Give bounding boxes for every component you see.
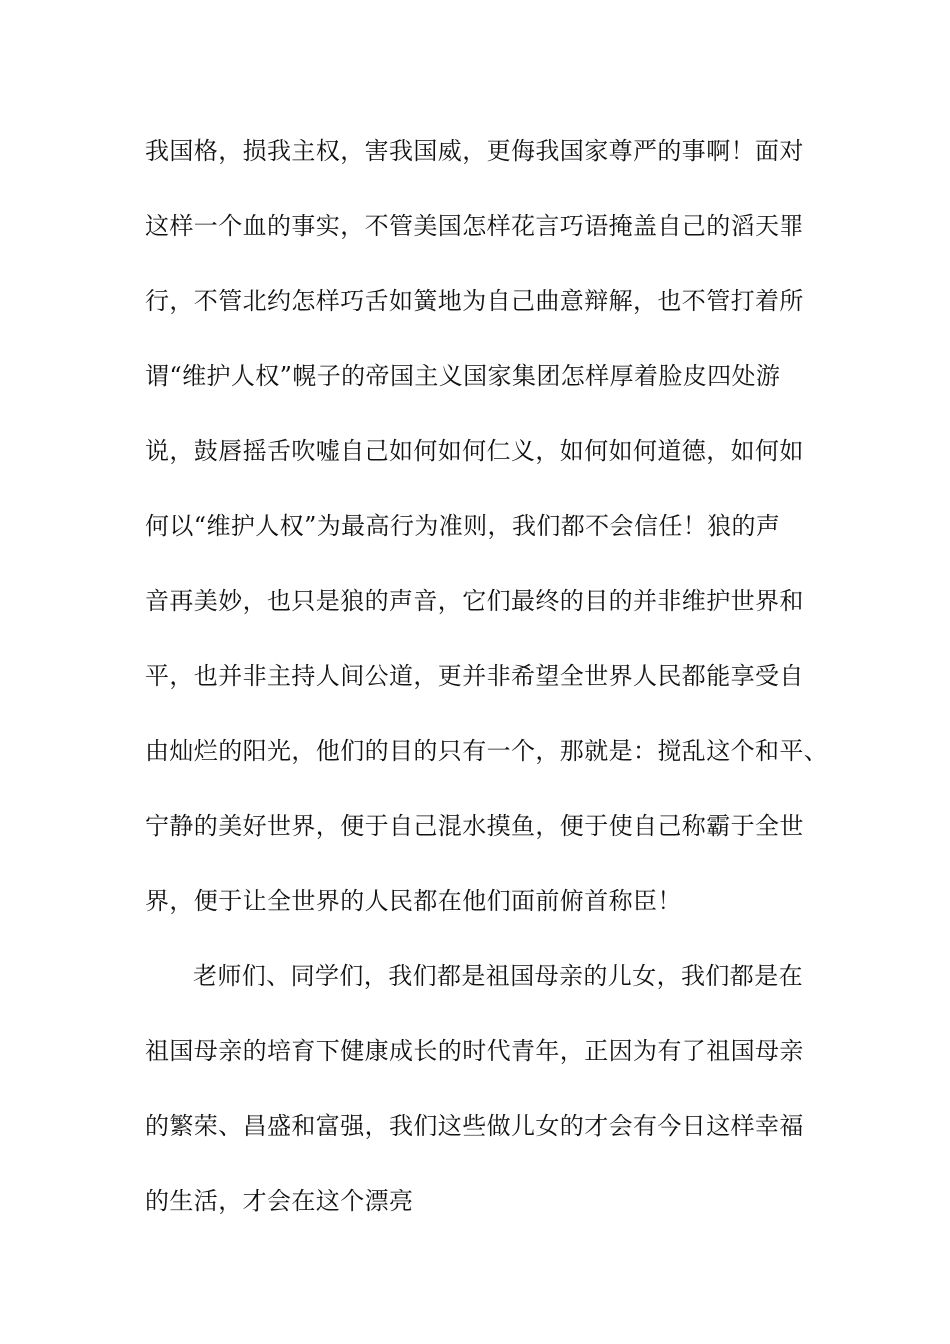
text-line: 祖国母亲的培育下健康成长的时代青年，正因为有了祖国母亲: [145, 1037, 804, 1065]
text-line: 音再美妙，也只是狼的声音，它们最终的目的并非维护世界和: [145, 587, 804, 615]
text-line: 谓“维护人权”幌子的帝国主义国家集团怎样厚着脸皮四处游: [145, 362, 781, 390]
text-line: 何以“维护人权”为最高行为准则，我们都不会信任！狼的声: [145, 512, 781, 540]
text-line: 这样一个血的事实，不管美国怎样花言巧语掩盖自己的滔天罪: [145, 212, 804, 240]
text-line: 说，鼓唇摇舌吹嘘自己如何如何仁义，如何如何道德，如何如: [145, 437, 804, 465]
text-line: 宁静的美好世界，便于自己混水摸鱼，便于使自己称霸于全世: [145, 812, 804, 840]
text-line: 由灿烂的阳光，他们的目的只有一个，那就是：搅乱这个和平、: [145, 737, 829, 765]
text-line: 平，也并非主持人间公道，更并非希望全世界人民都能享受自: [145, 662, 804, 690]
text-line: 的生活，才会在这个漂亮: [145, 1187, 414, 1215]
body-text: [145, 124, 845, 1249]
text-line: 的繁荣、昌盛和富强，我们这些做儿女的才会有今日这样幸福: [145, 1112, 804, 1140]
text-line: 我国格，损我主权，害我国威，更侮我国家尊严的事啊！面对: [145, 137, 804, 165]
text-line: 行，不管北约怎样巧舌如簧地为自己曲意辩解，也不管打着所: [145, 287, 804, 315]
paragraph-start-line: 老师们、同学们，我们都是祖国母亲的儿女，我们都是在: [193, 962, 803, 990]
text-line: 界，便于让全世界的人民都在他们面前俯首称臣！: [145, 887, 682, 915]
